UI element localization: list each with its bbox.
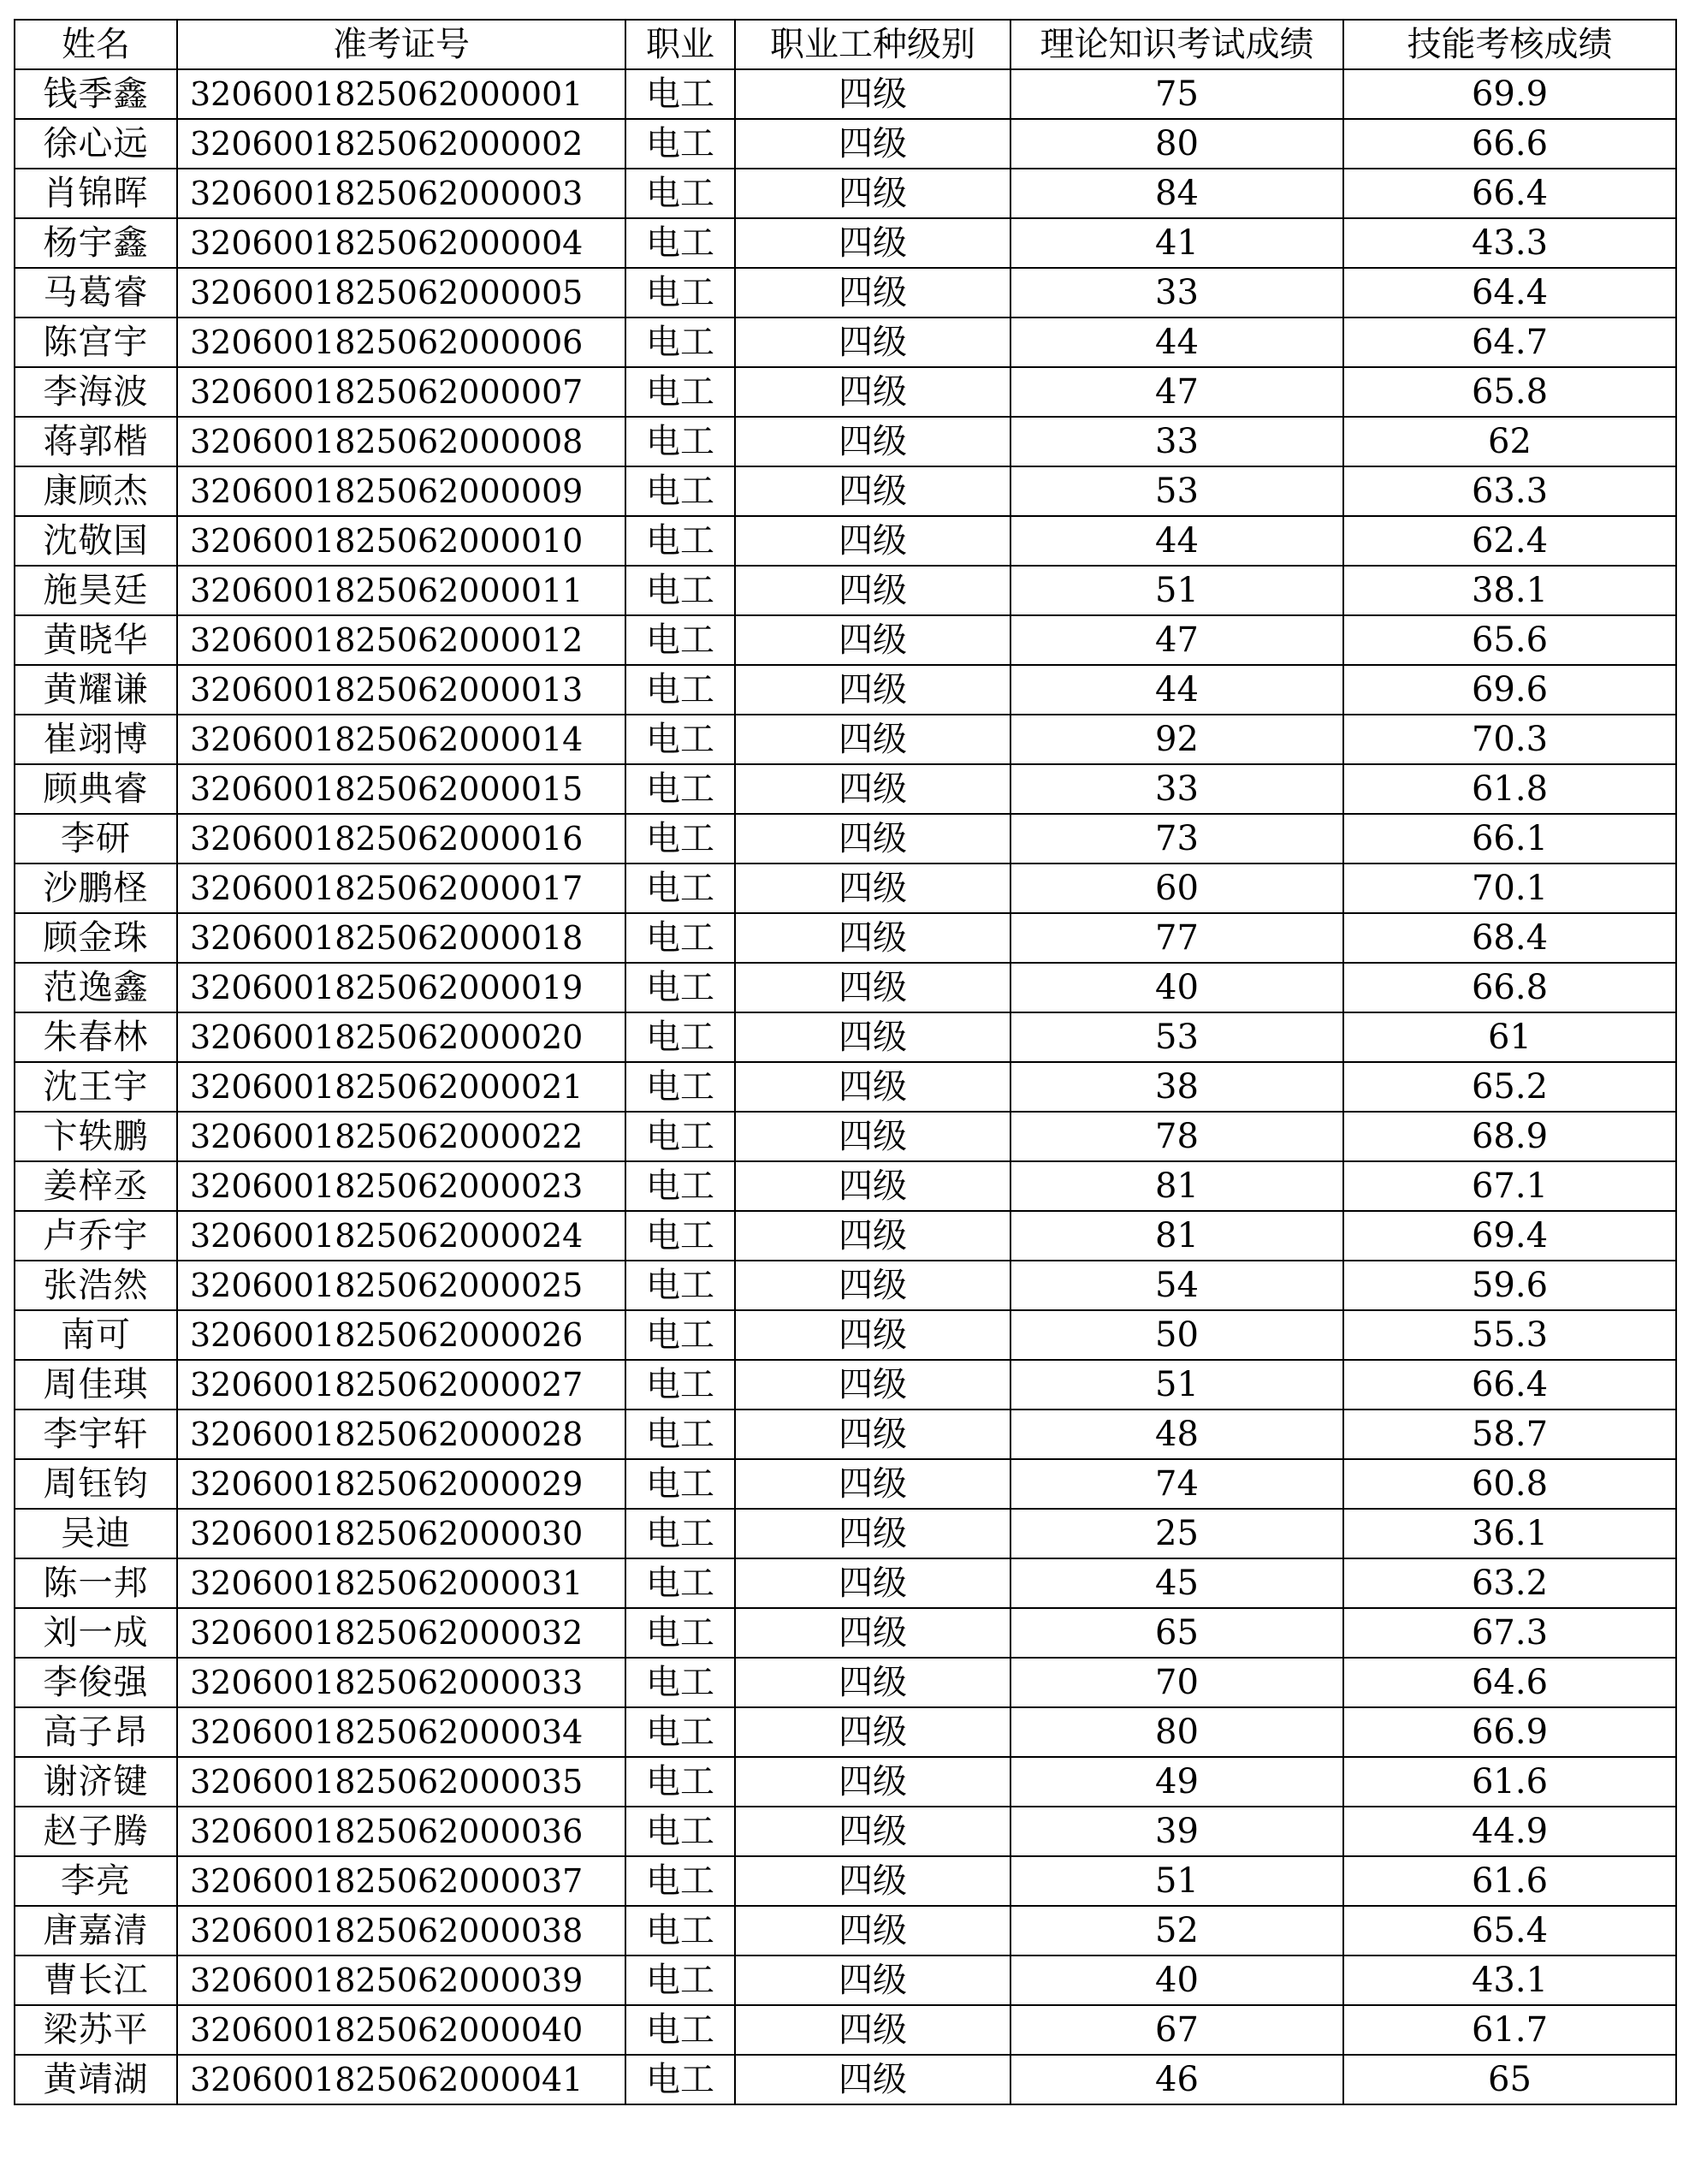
table-row (15, 318, 1676, 367)
table-row (15, 1459, 1676, 1509)
cell-level: 四级 (735, 268, 1010, 318)
table-row (15, 218, 1676, 268)
cell-name: 李海波 (15, 367, 177, 417)
cell-name: 卢乔宇 (15, 1211, 177, 1261)
cell-occupation: 电工 (625, 169, 735, 218)
table-row (15, 1112, 1676, 1161)
cell-skill-score: 38.1 (1343, 566, 1676, 615)
cell-name: 赵子腾 (15, 1807, 177, 1856)
cell-skill-score: 62 (1343, 417, 1676, 466)
table-row (15, 1012, 1676, 1062)
cell-theory-score: 75 (1010, 69, 1343, 119)
header-skill-score: 技能考核成绩 (1343, 20, 1676, 69)
cell-theory-score: 33 (1010, 417, 1343, 466)
cell-theory-score: 44 (1010, 516, 1343, 566)
cell-name: 李亮 (15, 1856, 177, 1906)
cell-name: 刘一成 (15, 1608, 177, 1658)
table-row (15, 466, 1676, 516)
cell-occupation: 电工 (625, 913, 735, 963)
cell-theory-score: 45 (1010, 1558, 1343, 1608)
table-row (15, 864, 1676, 913)
cell-skill-score: 65.6 (1343, 615, 1676, 665)
cell-level: 四级 (735, 417, 1010, 466)
cell-level: 四级 (735, 1012, 1010, 1062)
cell-skill-score: 55.3 (1343, 1310, 1676, 1360)
cell-level: 四级 (735, 1261, 1010, 1310)
cell-occupation: 电工 (625, 1906, 735, 1956)
cell-occupation: 电工 (625, 963, 735, 1012)
cell-skill-score: 61.6 (1343, 1757, 1676, 1807)
cell-skill-score: 67.3 (1343, 1608, 1676, 1658)
cell-level: 四级 (735, 1956, 1010, 2005)
cell-occupation: 电工 (625, 1807, 735, 1856)
cell-theory-score: 53 (1010, 466, 1343, 516)
cell-exam-id: 3206001825062000038 (177, 1906, 625, 1956)
cell-level: 四级 (735, 764, 1010, 814)
cell-name: 李研 (15, 814, 177, 864)
cell-level: 四级 (735, 1509, 1010, 1558)
cell-theory-score: 51 (1010, 1856, 1343, 1906)
cell-level: 四级 (735, 715, 1010, 764)
cell-occupation: 电工 (625, 1360, 735, 1410)
cell-occupation: 电工 (625, 1856, 735, 1906)
cell-skill-score: 62.4 (1343, 516, 1676, 566)
cell-name: 徐心远 (15, 119, 177, 169)
cell-level: 四级 (735, 963, 1010, 1012)
cell-skill-score: 43.3 (1343, 218, 1676, 268)
cell-occupation: 电工 (625, 1757, 735, 1807)
cell-level: 四级 (735, 913, 1010, 963)
cell-level: 四级 (735, 69, 1010, 119)
cell-theory-score: 65 (1010, 1608, 1343, 1658)
table-row (15, 1410, 1676, 1459)
cell-skill-score: 61.6 (1343, 1856, 1676, 1906)
cell-exam-id: 3206001825062000031 (177, 1558, 625, 1608)
cell-theory-score: 33 (1010, 764, 1343, 814)
cell-occupation: 电工 (625, 268, 735, 318)
cell-skill-score: 65.4 (1343, 1906, 1676, 1956)
cell-name: 顾金珠 (15, 913, 177, 963)
table-row (15, 566, 1676, 615)
cell-skill-score: 66.6 (1343, 119, 1676, 169)
table-row (15, 1956, 1676, 2005)
cell-skill-score: 64.6 (1343, 1658, 1676, 1707)
cell-occupation: 电工 (625, 1509, 735, 1558)
cell-exam-id: 3206001825062000039 (177, 1956, 625, 2005)
table-row (15, 1509, 1676, 1558)
cell-name: 卞轶鹏 (15, 1112, 177, 1161)
cell-exam-id: 3206001825062000037 (177, 1856, 625, 1906)
cell-level: 四级 (735, 516, 1010, 566)
table-row (15, 1807, 1676, 1856)
cell-exam-id: 3206001825062000001 (177, 69, 625, 119)
cell-occupation: 电工 (625, 1956, 735, 2005)
cell-exam-id: 3206001825062000025 (177, 1261, 625, 1310)
cell-name: 马葛睿 (15, 268, 177, 318)
table-row (15, 1261, 1676, 1310)
header-theory-score: 理论知识考试成绩 (1010, 20, 1343, 69)
table-row (15, 615, 1676, 665)
cell-theory-score: 44 (1010, 665, 1343, 715)
cell-skill-score: 61 (1343, 1012, 1676, 1062)
cell-occupation: 电工 (625, 1062, 735, 1112)
cell-level: 四级 (735, 1707, 1010, 1757)
cell-level: 四级 (735, 218, 1010, 268)
cell-name: 李宇轩 (15, 1410, 177, 1459)
cell-skill-score: 69.9 (1343, 69, 1676, 119)
cell-theory-score: 33 (1010, 268, 1343, 318)
cell-name: 周佳琪 (15, 1360, 177, 1410)
cell-level: 四级 (735, 1360, 1010, 1410)
cell-theory-score: 25 (1010, 1509, 1343, 1558)
cell-skill-score: 66.1 (1343, 814, 1676, 864)
cell-occupation: 电工 (625, 1558, 735, 1608)
cell-exam-id: 3206001825062000006 (177, 318, 625, 367)
cell-level: 四级 (735, 1558, 1010, 1608)
cell-name: 顾典睿 (15, 764, 177, 814)
table-row (15, 1707, 1676, 1757)
cell-theory-score: 81 (1010, 1211, 1343, 1261)
cell-occupation: 电工 (625, 2005, 735, 2055)
cell-skill-score: 60.8 (1343, 1459, 1676, 1509)
table-row (15, 1906, 1676, 1956)
cell-occupation: 电工 (625, 1459, 735, 1509)
table-row (15, 268, 1676, 318)
cell-name: 周钰钧 (15, 1459, 177, 1509)
cell-occupation: 电工 (625, 516, 735, 566)
cell-level: 四级 (735, 119, 1010, 169)
table-row (15, 913, 1676, 963)
cell-occupation: 电工 (625, 1410, 735, 1459)
cell-exam-id: 3206001825062000019 (177, 963, 625, 1012)
cell-occupation: 电工 (625, 69, 735, 119)
cell-name: 姜梓丞 (15, 1161, 177, 1211)
cell-exam-id: 3206001825062000018 (177, 913, 625, 963)
cell-skill-score: 64.4 (1343, 268, 1676, 318)
cell-occupation: 电工 (625, 615, 735, 665)
cell-skill-score: 59.6 (1343, 1261, 1676, 1310)
table-row (15, 1310, 1676, 1360)
cell-theory-score: 84 (1010, 169, 1343, 218)
cell-theory-score: 47 (1010, 367, 1343, 417)
cell-skill-score: 65 (1343, 2055, 1676, 2104)
cell-exam-id: 3206001825062000003 (177, 169, 625, 218)
cell-skill-score: 66.8 (1343, 963, 1676, 1012)
cell-exam-id: 3206001825062000026 (177, 1310, 625, 1360)
table-row (15, 2005, 1676, 2055)
cell-theory-score: 92 (1010, 715, 1343, 764)
cell-skill-score: 68.9 (1343, 1112, 1676, 1161)
cell-theory-score: 80 (1010, 119, 1343, 169)
cell-name: 沈王宇 (15, 1062, 177, 1112)
table-row (15, 2055, 1676, 2104)
cell-occupation: 电工 (625, 665, 735, 715)
cell-exam-id: 3206001825062000014 (177, 715, 625, 764)
cell-occupation: 电工 (625, 814, 735, 864)
cell-theory-score: 60 (1010, 864, 1343, 913)
cell-theory-score: 44 (1010, 318, 1343, 367)
cell-exam-id: 3206001825062000010 (177, 516, 625, 566)
table-row (15, 764, 1676, 814)
cell-theory-score: 67 (1010, 2005, 1343, 2055)
cell-skill-score: 66.4 (1343, 169, 1676, 218)
cell-theory-score: 50 (1010, 1310, 1343, 1360)
cell-skill-score: 65.2 (1343, 1062, 1676, 1112)
cell-name: 唐嘉清 (15, 1906, 177, 1956)
cell-exam-id: 3206001825062000012 (177, 615, 625, 665)
cell-name: 陈宫宇 (15, 318, 177, 367)
cell-exam-id: 3206001825062000002 (177, 119, 625, 169)
cell-level: 四级 (735, 2005, 1010, 2055)
cell-exam-id: 3206001825062000004 (177, 218, 625, 268)
cell-level: 四级 (735, 367, 1010, 417)
table-row (15, 1757, 1676, 1807)
cell-skill-score: 65.8 (1343, 367, 1676, 417)
cell-name: 肖锦晖 (15, 169, 177, 218)
cell-exam-id: 3206001825062000009 (177, 466, 625, 516)
cell-level: 四级 (735, 1459, 1010, 1509)
cell-theory-score: 38 (1010, 1062, 1343, 1112)
cell-exam-id: 3206001825062000008 (177, 417, 625, 466)
cell-level: 四级 (735, 1310, 1010, 1360)
cell-name: 蒋郭楷 (15, 417, 177, 466)
cell-theory-score: 78 (1010, 1112, 1343, 1161)
cell-theory-score: 47 (1010, 615, 1343, 665)
table-row (15, 516, 1676, 566)
cell-occupation: 电工 (625, 367, 735, 417)
cell-exam-id: 3206001825062000015 (177, 764, 625, 814)
cell-name: 朱春林 (15, 1012, 177, 1062)
cell-skill-score: 66.4 (1343, 1360, 1676, 1410)
cell-theory-score: 39 (1010, 1807, 1343, 1856)
header-level: 职业工种级别 (735, 20, 1010, 69)
table-row (15, 1062, 1676, 1112)
cell-level: 四级 (735, 1856, 1010, 1906)
table-row (15, 814, 1676, 864)
cell-name: 南可 (15, 1310, 177, 1360)
cell-theory-score: 48 (1010, 1410, 1343, 1459)
cell-level: 四级 (735, 566, 1010, 615)
cell-occupation: 电工 (625, 1608, 735, 1658)
cell-occupation: 电工 (625, 764, 735, 814)
cell-occupation: 电工 (625, 1261, 735, 1310)
cell-theory-score: 80 (1010, 1707, 1343, 1757)
cell-exam-id: 3206001825062000023 (177, 1161, 625, 1211)
cell-theory-score: 54 (1010, 1261, 1343, 1310)
cell-occupation: 电工 (625, 417, 735, 466)
header-row (15, 20, 1676, 69)
cell-level: 四级 (735, 1211, 1010, 1261)
cell-theory-score: 81 (1010, 1161, 1343, 1211)
cell-occupation: 电工 (625, 864, 735, 913)
cell-occupation: 电工 (625, 218, 735, 268)
cell-skill-score: 63.2 (1343, 1558, 1676, 1608)
table-row (15, 1558, 1676, 1608)
cell-name: 曹长江 (15, 1956, 177, 2005)
cell-exam-id: 3206001825062000011 (177, 566, 625, 615)
cell-name: 沈敬国 (15, 516, 177, 566)
table-row (15, 119, 1676, 169)
cell-theory-score: 53 (1010, 1012, 1343, 1062)
table-row (15, 417, 1676, 466)
cell-exam-id: 3206001825062000041 (177, 2055, 625, 2104)
cell-occupation: 电工 (625, 318, 735, 367)
cell-skill-score: 36.1 (1343, 1509, 1676, 1558)
cell-theory-score: 51 (1010, 566, 1343, 615)
table-row (15, 1211, 1676, 1261)
score-table (14, 19, 1677, 2105)
cell-name: 杨宇鑫 (15, 218, 177, 268)
cell-skill-score: 61.8 (1343, 764, 1676, 814)
cell-name: 崔翊博 (15, 715, 177, 764)
cell-occupation: 电工 (625, 1161, 735, 1211)
cell-name: 康顾杰 (15, 466, 177, 516)
cell-exam-id: 3206001825062000021 (177, 1062, 625, 1112)
cell-level: 四级 (735, 1062, 1010, 1112)
table-row (15, 715, 1676, 764)
table-row (15, 1161, 1676, 1211)
cell-exam-id: 3206001825062000007 (177, 367, 625, 417)
cell-exam-id: 3206001825062000029 (177, 1459, 625, 1509)
cell-exam-id: 3206001825062000020 (177, 1012, 625, 1062)
cell-level: 四级 (735, 1410, 1010, 1459)
cell-theory-score: 40 (1010, 1956, 1343, 2005)
cell-name: 李俊强 (15, 1658, 177, 1707)
cell-occupation: 电工 (625, 1707, 735, 1757)
cell-name: 黄靖湖 (15, 2055, 177, 2104)
cell-occupation: 电工 (625, 1012, 735, 1062)
cell-occupation: 电工 (625, 2055, 735, 2104)
cell-exam-id: 3206001825062000040 (177, 2005, 625, 2055)
cell-skill-score: 70.1 (1343, 864, 1676, 913)
cell-name: 张浩然 (15, 1261, 177, 1310)
table-row (15, 1658, 1676, 1707)
cell-skill-score: 67.1 (1343, 1161, 1676, 1211)
cell-level: 四级 (735, 1807, 1010, 1856)
table-row (15, 169, 1676, 218)
cell-theory-score: 77 (1010, 913, 1343, 963)
cell-theory-score: 41 (1010, 218, 1343, 268)
cell-exam-id: 3206001825062000005 (177, 268, 625, 318)
cell-skill-score: 44.9 (1343, 1807, 1676, 1856)
cell-theory-score: 40 (1010, 963, 1343, 1012)
cell-occupation: 电工 (625, 1658, 735, 1707)
cell-name: 谢济键 (15, 1757, 177, 1807)
cell-skill-score: 70.3 (1343, 715, 1676, 764)
cell-level: 四级 (735, 1658, 1010, 1707)
table-row (15, 665, 1676, 715)
cell-name: 高子昂 (15, 1707, 177, 1757)
cell-skill-score: 66.9 (1343, 1707, 1676, 1757)
table-row (15, 1608, 1676, 1658)
cell-level: 四级 (735, 169, 1010, 218)
cell-name: 钱季鑫 (15, 69, 177, 119)
cell-occupation: 电工 (625, 1211, 735, 1261)
cell-theory-score: 49 (1010, 1757, 1343, 1807)
table-row (15, 367, 1676, 417)
cell-name: 施昊廷 (15, 566, 177, 615)
cell-skill-score: 64.7 (1343, 318, 1676, 367)
table-row (15, 963, 1676, 1012)
cell-skill-score: 61.7 (1343, 2005, 1676, 2055)
cell-exam-id: 3206001825062000028 (177, 1410, 625, 1459)
cell-exam-id: 3206001825062000022 (177, 1112, 625, 1161)
cell-level: 四级 (735, 1906, 1010, 1956)
cell-exam-id: 3206001825062000035 (177, 1757, 625, 1807)
cell-occupation: 电工 (625, 119, 735, 169)
cell-theory-score: 73 (1010, 814, 1343, 864)
cell-exam-id: 3206001825062000036 (177, 1807, 625, 1856)
cell-theory-score: 51 (1010, 1360, 1343, 1410)
cell-occupation: 电工 (625, 1310, 735, 1360)
cell-exam-id: 3206001825062000032 (177, 1608, 625, 1658)
cell-name: 梁苏平 (15, 2005, 177, 2055)
cell-name: 范逸鑫 (15, 963, 177, 1012)
cell-skill-score: 63.3 (1343, 466, 1676, 516)
cell-name: 黄晓华 (15, 615, 177, 665)
cell-occupation: 电工 (625, 566, 735, 615)
cell-skill-score: 58.7 (1343, 1410, 1676, 1459)
cell-level: 四级 (735, 814, 1010, 864)
cell-theory-score: 46 (1010, 2055, 1343, 2104)
cell-level: 四级 (735, 1161, 1010, 1211)
cell-name: 沙鹏柽 (15, 864, 177, 913)
table-row (15, 69, 1676, 119)
cell-exam-id: 3206001825062000033 (177, 1658, 625, 1707)
cell-level: 四级 (735, 466, 1010, 516)
cell-theory-score: 74 (1010, 1459, 1343, 1509)
cell-name: 陈一邦 (15, 1558, 177, 1608)
table-row (15, 1360, 1676, 1410)
cell-level: 四级 (735, 2055, 1010, 2104)
cell-level: 四级 (735, 615, 1010, 665)
cell-exam-id: 3206001825062000027 (177, 1360, 625, 1410)
cell-skill-score: 69.6 (1343, 665, 1676, 715)
cell-level: 四级 (735, 1112, 1010, 1161)
cell-name: 黄耀谦 (15, 665, 177, 715)
cell-skill-score: 43.1 (1343, 1956, 1676, 2005)
cell-name: 吴迪 (15, 1509, 177, 1558)
cell-occupation: 电工 (625, 1112, 735, 1161)
cell-skill-score: 68.4 (1343, 913, 1676, 963)
header-exam-id: 准考证号 (177, 20, 625, 69)
cell-exam-id: 3206001825062000016 (177, 814, 625, 864)
cell-level: 四级 (735, 864, 1010, 913)
cell-exam-id: 3206001825062000013 (177, 665, 625, 715)
cell-occupation: 电工 (625, 715, 735, 764)
cell-exam-id: 3206001825062000030 (177, 1509, 625, 1558)
cell-exam-id: 3206001825062000024 (177, 1211, 625, 1261)
header-name: 姓名 (15, 20, 177, 69)
cell-level: 四级 (735, 1757, 1010, 1807)
cell-occupation: 电工 (625, 466, 735, 516)
cell-exam-id: 3206001825062000017 (177, 864, 625, 913)
cell-level: 四级 (735, 665, 1010, 715)
cell-skill-score: 69.4 (1343, 1211, 1676, 1261)
cell-exam-id: 3206001825062000034 (177, 1707, 625, 1757)
cell-level: 四级 (735, 1608, 1010, 1658)
table-row (15, 1856, 1676, 1906)
header-occupation: 职业 (625, 20, 735, 69)
cell-theory-score: 52 (1010, 1906, 1343, 1956)
cell-level: 四级 (735, 318, 1010, 367)
cell-theory-score: 70 (1010, 1658, 1343, 1707)
